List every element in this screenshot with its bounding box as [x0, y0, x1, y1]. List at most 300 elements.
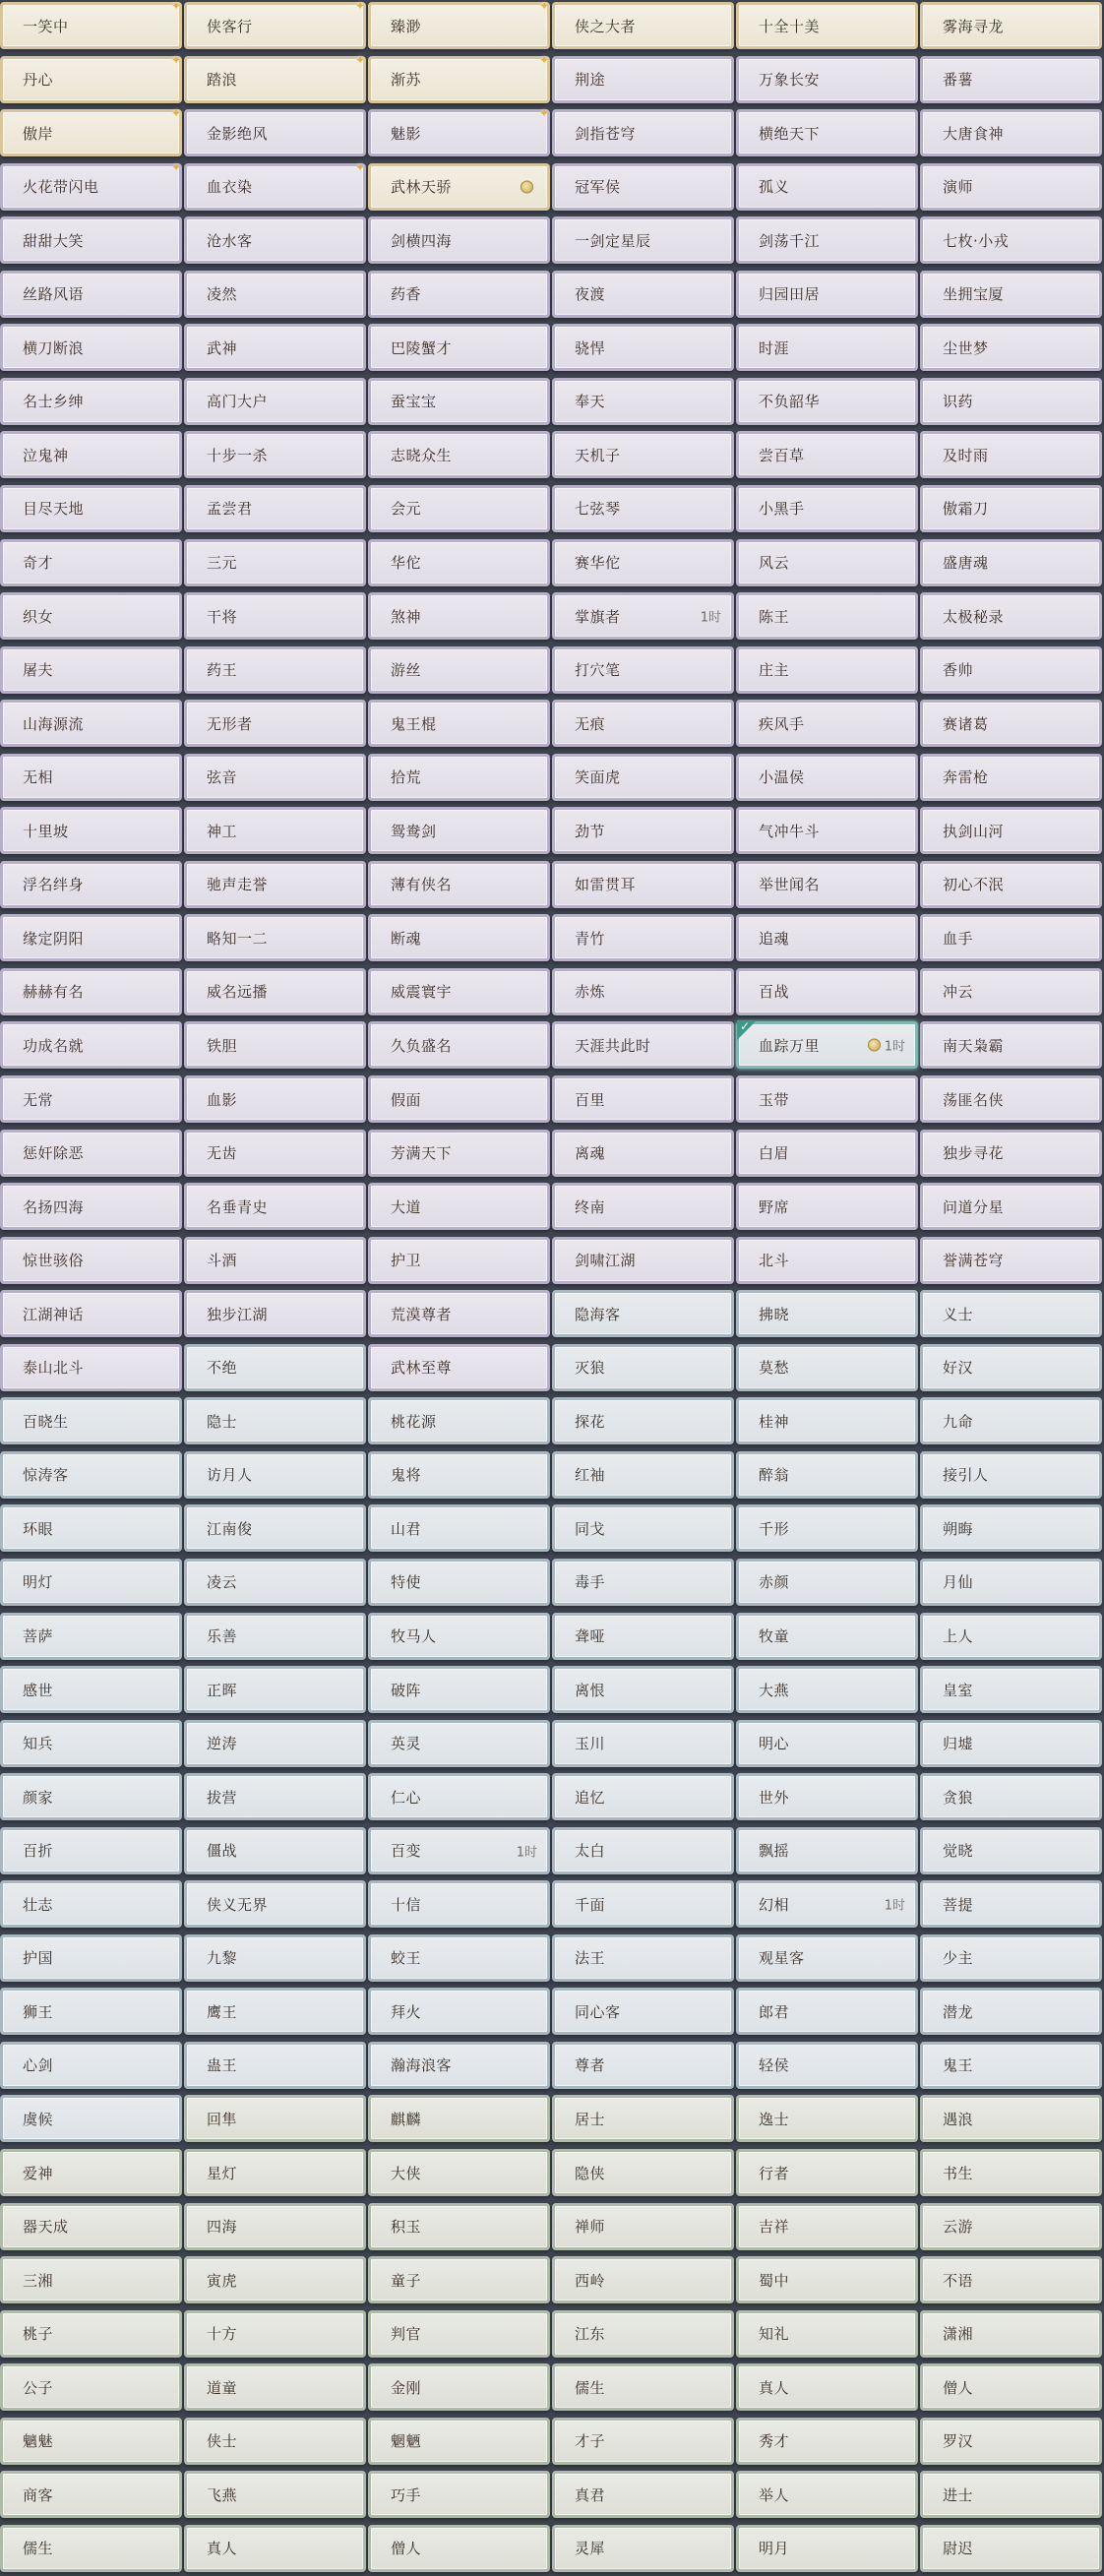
title-tile[interactable]: [552, 2042, 734, 2089]
title-tile[interactable]: [736, 1130, 918, 1177]
title-tile[interactable]: [920, 807, 1102, 854]
title-tile[interactable]: [920, 1613, 1102, 1660]
title-tile[interactable]: [368, 861, 550, 908]
title-tile[interactable]: [736, 216, 918, 264]
title-tile[interactable]: [0, 485, 182, 532]
title-tile[interactable]: [920, 2203, 1102, 2250]
title-name: 横绝天下: [759, 124, 821, 143]
title-tile[interactable]: [368, 914, 550, 961]
title-tile[interactable]: [552, 646, 734, 694]
title-tile[interactable]: [0, 807, 182, 854]
title-tile[interactable]: [0, 2203, 182, 2250]
title-tile[interactable]: [184, 1021, 366, 1069]
title-tile[interactable]: [736, 1773, 918, 1820]
title-tile[interactable]: [552, 1720, 734, 1767]
title-tile[interactable]: [0, 106, 182, 156]
title-tile[interactable]: [368, 539, 550, 586]
title-tile[interactable]: [0, 2042, 182, 2089]
title-tile[interactable]: [920, 592, 1102, 640]
title-tile[interactable]: [184, 271, 366, 318]
title-tile[interactable]: [920, 2525, 1102, 2572]
title-tile[interactable]: [0, 700, 182, 747]
title-tile[interactable]: [920, 109, 1102, 156]
title-tile[interactable]: [0, 539, 182, 586]
title-tile[interactable]: [736, 1666, 918, 1713]
title-tile[interactable]: [184, 1880, 366, 1928]
title-tile[interactable]: [552, 2525, 734, 2572]
title-tile[interactable]: [368, 1934, 550, 1982]
title-tile[interactable]: [0, 2310, 182, 2358]
title-tile[interactable]: [552, 2149, 734, 2196]
title-tile[interactable]: [552, 700, 734, 747]
title-tile[interactable]: [920, 754, 1102, 801]
title-tile[interactable]: [368, 216, 550, 264]
title-tile[interactable]: [736, 1183, 918, 1230]
title-tile[interactable]: [0, 2, 182, 49]
title-tile[interactable]: [736, 1237, 918, 1284]
title-tile[interactable]: [552, 1666, 734, 1713]
title-tile[interactable]: [0, 1934, 182, 1982]
title-tile[interactable]: [552, 1451, 734, 1499]
title-tile[interactable]: [552, 1988, 734, 2035]
title-tile[interactable]: [184, 2149, 366, 2196]
title-tile[interactable]: [184, 1988, 366, 2035]
title-tile[interactable]: [920, 1934, 1102, 1982]
title-tile[interactable]: [552, 2471, 734, 2518]
title-tile[interactable]: [736, 1613, 918, 1660]
title-tile[interactable]: [0, 2149, 182, 2196]
title-tile[interactable]: [184, 159, 366, 211]
title-tile[interactable]: [736, 914, 918, 961]
title-tile[interactable]: [920, 700, 1102, 747]
title-tile[interactable]: [0, 1290, 182, 1337]
title-tile[interactable]: [184, 2471, 366, 2518]
title-tile[interactable]: [184, 2, 366, 49]
title-tile[interactable]: [184, 2363, 366, 2411]
title-tile[interactable]: [368, 106, 550, 156]
title-tile[interactable]: [736, 968, 918, 1015]
title-tile[interactable]: [552, 271, 734, 318]
title-tile[interactable]: [552, 1773, 734, 1820]
title-tile[interactable]: [184, 431, 366, 478]
title-tile[interactable]: [552, 1827, 734, 1874]
title-tile[interactable]: [552, 2363, 734, 2411]
title-tile[interactable]: [368, 271, 550, 318]
title-tile[interactable]: [184, 1613, 366, 1660]
title-name: 番薯: [943, 71, 974, 90]
title-tile[interactable]: [368, 2203, 550, 2250]
title-tile[interactable]: [552, 1021, 734, 1069]
title-tile[interactable]: [552, 2203, 734, 2250]
title-tile[interactable]: [368, 485, 550, 532]
title-name: 十信: [391, 1895, 422, 1914]
title-tile[interactable]: [552, 592, 734, 640]
title-tile[interactable]: [552, 378, 734, 425]
title-tile[interactable]: [0, 1183, 182, 1230]
title-tile[interactable]: [0, 2363, 182, 2411]
title-tile[interactable]: [184, 2418, 366, 2465]
title-tile[interactable]: [920, 1559, 1102, 1606]
title-tile[interactable]: [920, 1183, 1102, 1230]
title-tile[interactable]: [552, 324, 734, 371]
title-tile[interactable]: [552, 1075, 734, 1123]
title-tile[interactable]: [368, 1559, 550, 1606]
title-tile[interactable]: [184, 2256, 366, 2303]
title-tile[interactable]: [368, 2471, 550, 2518]
title-tile[interactable]: [920, 1773, 1102, 1820]
title-tile[interactable]: [368, 1451, 550, 1499]
title-tile[interactable]: [920, 1130, 1102, 1177]
title-tile[interactable]: [184, 1237, 366, 1284]
title-tile[interactable]: [0, 216, 182, 264]
title-tile[interactable]: [920, 1451, 1102, 1499]
title-tile[interactable]: [736, 2095, 918, 2142]
title-tile[interactable]: [920, 324, 1102, 371]
title-tile[interactable]: [184, 539, 366, 586]
title-tile[interactable]: [920, 1397, 1102, 1444]
title-tile[interactable]: [920, 2256, 1102, 2303]
title-name: 白眉: [759, 1144, 790, 1163]
title-name: 壮志: [23, 1895, 54, 1914]
title-tile[interactable]: [184, 1666, 366, 1713]
title-tile[interactable]: [368, 1666, 550, 1713]
title-tile[interactable]: [184, 2203, 366, 2250]
title-tile[interactable]: [368, 2149, 550, 2196]
title-tile[interactable]: [0, 2525, 182, 2572]
title-tile[interactable]: [0, 1988, 182, 2035]
title-tile[interactable]: [920, 1021, 1102, 1069]
title-tile[interactable]: [0, 968, 182, 1015]
title-tile[interactable]: [736, 1504, 918, 1552]
title-tile[interactable]: [184, 754, 366, 801]
title-tile[interactable]: [0, 592, 182, 640]
title-tile[interactable]: [0, 1397, 182, 1444]
title-tile[interactable]: [184, 807, 366, 854]
title-tile[interactable]: [368, 378, 550, 425]
title-tile[interactable]: [736, 1934, 918, 1982]
title-tile[interactable]: [0, 1880, 182, 1928]
title-tile[interactable]: [368, 807, 550, 854]
title-tile[interactable]: [0, 754, 182, 801]
title-tile[interactable]: [552, 1397, 734, 1444]
title-tile[interactable]: [920, 56, 1102, 103]
title-tile[interactable]: [736, 2525, 918, 2572]
title-tile[interactable]: [368, 1130, 550, 1177]
title-tile[interactable]: [184, 700, 366, 747]
title-tile[interactable]: [552, 1559, 734, 1606]
title-tile[interactable]: [552, 2, 734, 49]
title-tile[interactable]: [368, 2042, 550, 2089]
title-tile[interactable]: [736, 1075, 918, 1123]
title-tile[interactable]: [0, 1666, 182, 1713]
title-name: 剑荡千江: [759, 231, 821, 250]
title-tile[interactable]: [736, 754, 918, 801]
title-tile[interactable]: [368, 1773, 550, 1820]
title-tile[interactable]: [368, 592, 550, 640]
title-tile[interactable]: [736, 1451, 918, 1499]
title-tile[interactable]: [736, 2310, 918, 2358]
title-tile[interactable]: [368, 1988, 550, 2035]
title-tile[interactable]: [0, 1773, 182, 1820]
title-tile[interactable]: [184, 2310, 366, 2358]
title-name: 义士: [943, 1305, 974, 1323]
title-tile[interactable]: [736, 109, 918, 156]
title-tile[interactable]: [552, 56, 734, 103]
title-tile[interactable]: [368, 52, 550, 103]
title-tile[interactable]: [552, 914, 734, 961]
title-tile[interactable]: [552, 1290, 734, 1337]
title-tile[interactable]: [552, 539, 734, 586]
title-tile[interactable]: [0, 159, 182, 211]
title-name: 剑啸江湖: [575, 1252, 637, 1270]
title-tile[interactable]: [0, 2095, 182, 2142]
title-tile[interactable]: [552, 431, 734, 478]
title-tile[interactable]: [184, 914, 366, 961]
title-tile[interactable]: [920, 485, 1102, 532]
title-tile[interactable]: [368, 2363, 550, 2411]
title-tile[interactable]: [368, 1021, 550, 1069]
title-name: 演师: [943, 178, 974, 197]
title-tile[interactable]: [920, 539, 1102, 586]
title-tile[interactable]: [368, 2095, 550, 2142]
title-tile[interactable]: [920, 1988, 1102, 2035]
title-tile[interactable]: [736, 2203, 918, 2250]
title-tile[interactable]: [736, 1880, 918, 1928]
title-tile[interactable]: [552, 807, 734, 854]
title-tile[interactable]: [368, 1827, 550, 1874]
title-tile[interactable]: [184, 1720, 366, 1767]
title-tile[interactable]: [552, 2095, 734, 2142]
title-tile[interactable]: [736, 592, 918, 640]
title-tile[interactable]: [736, 163, 918, 211]
title-tile[interactable]: [184, 1290, 366, 1337]
title-tile[interactable]: [368, 2310, 550, 2358]
title-tile[interactable]: [920, 646, 1102, 694]
title-tile[interactable]: [0, 2256, 182, 2303]
title-tile[interactable]: [184, 1344, 366, 1391]
title-tile[interactable]: [0, 378, 182, 425]
title-tile[interactable]: [736, 1021, 918, 1069]
title-tile[interactable]: [184, 2095, 366, 2142]
title-tile[interactable]: [920, 1666, 1102, 1713]
title-tile[interactable]: [920, 1237, 1102, 1284]
title-tile[interactable]: [736, 539, 918, 586]
title-tile[interactable]: [736, 2471, 918, 2518]
title-tile[interactable]: [920, 216, 1102, 264]
title-tile[interactable]: [736, 271, 918, 318]
title-tile[interactable]: [736, 861, 918, 908]
title-tile[interactable]: [920, 271, 1102, 318]
title-tile[interactable]: [736, 2042, 918, 2089]
title-tile[interactable]: [552, 1613, 734, 1660]
title-tile[interactable]: [184, 1183, 366, 1230]
title-tile[interactable]: [920, 1290, 1102, 1337]
title-tile[interactable]: [0, 646, 182, 694]
title-tile[interactable]: [368, 1880, 550, 1928]
title-tile[interactable]: [920, 2363, 1102, 2411]
title-tile[interactable]: [184, 52, 366, 103]
title-tile[interactable]: [368, 1720, 550, 1767]
title-tile[interactable]: [552, 754, 734, 801]
title-tile[interactable]: [552, 163, 734, 211]
title-tile[interactable]: [184, 1130, 366, 1177]
title-tile[interactable]: [184, 1559, 366, 1606]
title-tile[interactable]: [920, 1344, 1102, 1391]
title-tile[interactable]: [0, 1130, 182, 1177]
title-name: 初心不泯: [943, 876, 1005, 894]
title-tile[interactable]: [736, 324, 918, 371]
title-tile[interactable]: [920, 2471, 1102, 2518]
title-tile[interactable]: [552, 1504, 734, 1552]
title-tile[interactable]: [920, 431, 1102, 478]
title-tile[interactable]: [552, 109, 734, 156]
title-tile[interactable]: [920, 2310, 1102, 2358]
title-tile[interactable]: [184, 485, 366, 532]
title-tile[interactable]: [368, 646, 550, 694]
title-tile[interactable]: [0, 1451, 182, 1499]
title-tile[interactable]: [552, 861, 734, 908]
title-tile[interactable]: [552, 1934, 734, 1982]
title-tile[interactable]: [0, 914, 182, 961]
title-tile[interactable]: [0, 431, 182, 478]
title-tile[interactable]: [0, 52, 182, 103]
title-tile[interactable]: [368, 324, 550, 371]
title-tile[interactable]: [552, 1880, 734, 1928]
title-tile[interactable]: [736, 2363, 918, 2411]
title-tile[interactable]: [736, 1344, 918, 1391]
title-tile[interactable]: [368, 1075, 550, 1123]
title-tile[interactable]: [736, 1290, 918, 1337]
title-tile[interactable]: [920, 968, 1102, 1015]
title-tile[interactable]: [0, 1075, 182, 1123]
title-tile[interactable]: [0, 271, 182, 318]
title-tile[interactable]: [736, 2, 918, 49]
title-tile[interactable]: [920, 163, 1102, 211]
title-tile[interactable]: [920, 914, 1102, 961]
title-tile[interactable]: [0, 324, 182, 371]
title-tile[interactable]: [0, 1827, 182, 1874]
title-tile[interactable]: [368, 1344, 550, 1391]
title-tile[interactable]: [0, 1504, 182, 1552]
title-tile[interactable]: [736, 700, 918, 747]
title-tile[interactable]: [184, 1773, 366, 1820]
title-tile[interactable]: [920, 1880, 1102, 1928]
title-tile[interactable]: [184, 592, 366, 640]
title-tile[interactable]: [184, 1504, 366, 1552]
title-tile[interactable]: [736, 431, 918, 478]
title-tile[interactable]: [0, 1720, 182, 1767]
title-tile[interactable]: [736, 1988, 918, 2035]
title-tile[interactable]: [184, 216, 366, 264]
title-tile[interactable]: [920, 2042, 1102, 2089]
title-tile[interactable]: [552, 1344, 734, 1391]
title-tile[interactable]: [368, 1183, 550, 1230]
title-tile[interactable]: [736, 2256, 918, 2303]
title-tile[interactable]: [920, 1075, 1102, 1123]
title-tile[interactable]: [368, 1397, 550, 1444]
title-name: 血踪万里: [759, 1036, 821, 1055]
title-tile[interactable]: [920, 2095, 1102, 2142]
title-tile[interactable]: [184, 378, 366, 425]
title-tile[interactable]: [920, 2149, 1102, 2196]
title-tile[interactable]: [736, 2418, 918, 2465]
title-tile[interactable]: [184, 968, 366, 1015]
title-tile[interactable]: [0, 861, 182, 908]
title-tile[interactable]: [368, 754, 550, 801]
title-tile[interactable]: [368, 1613, 550, 1660]
title-tile[interactable]: [0, 1613, 182, 1660]
title-tile[interactable]: [552, 216, 734, 264]
title-tile[interactable]: [184, 109, 366, 156]
title-tile[interactable]: [184, 1075, 366, 1123]
title-tile[interactable]: [552, 2256, 734, 2303]
title-tile[interactable]: [184, 1451, 366, 1499]
title-tile[interactable]: [736, 1559, 918, 1606]
title-tile[interactable]: [0, 1559, 182, 1606]
title-tile[interactable]: [736, 1720, 918, 1767]
title-tile[interactable]: [368, 163, 550, 211]
title-tile[interactable]: [552, 485, 734, 532]
title-tile[interactable]: [184, 1827, 366, 1874]
title-tile[interactable]: [0, 1344, 182, 1391]
title-tile[interactable]: [368, 700, 550, 747]
title-tile[interactable]: [736, 646, 918, 694]
title-tile[interactable]: [368, 2525, 550, 2572]
title-tile[interactable]: [0, 1237, 182, 1284]
title-tile[interactable]: [368, 431, 550, 478]
title-tile[interactable]: [552, 2310, 734, 2358]
title-tile[interactable]: [552, 1130, 734, 1177]
title-tile[interactable]: [552, 968, 734, 1015]
title-tile[interactable]: [552, 1183, 734, 1230]
title-tile[interactable]: [0, 2471, 182, 2518]
title-tile[interactable]: [184, 2525, 366, 2572]
title-tile[interactable]: [184, 1934, 366, 1982]
title-tile[interactable]: [920, 1827, 1102, 1874]
title-tile[interactable]: [0, 1021, 182, 1069]
title-tile[interactable]: [368, 2256, 550, 2303]
title-tile[interactable]: [736, 807, 918, 854]
title-tile[interactable]: [920, 2418, 1102, 2465]
title-tile[interactable]: [920, 861, 1102, 908]
title-tile[interactable]: [552, 1237, 734, 1284]
title-tile[interactable]: [920, 378, 1102, 425]
title-tile[interactable]: [368, 968, 550, 1015]
title-tile[interactable]: [184, 2042, 366, 2089]
title-tile[interactable]: [736, 56, 918, 103]
title-tile[interactable]: [368, 1237, 550, 1284]
title-tile[interactable]: [920, 2, 1102, 49]
title-tile[interactable]: [184, 861, 366, 908]
title-tile[interactable]: [920, 1504, 1102, 1552]
title-tile[interactable]: [0, 2418, 182, 2465]
title-tile[interactable]: [184, 324, 366, 371]
title-tile[interactable]: [552, 2418, 734, 2465]
title-tile[interactable]: [368, 2418, 550, 2465]
title-tile[interactable]: [184, 1397, 366, 1444]
title-tile[interactable]: [736, 378, 918, 425]
title-tile[interactable]: [736, 2149, 918, 2196]
title-name: 夜渡: [575, 285, 606, 304]
title-tile[interactable]: [368, 2, 550, 49]
title-tile[interactable]: [184, 646, 366, 694]
title-tile[interactable]: [920, 1720, 1102, 1767]
title-tile[interactable]: [736, 1827, 918, 1874]
title-tile[interactable]: [368, 1504, 550, 1552]
title-tile[interactable]: [736, 1397, 918, 1444]
title-tile[interactable]: [736, 485, 918, 532]
title-tile[interactable]: [368, 1290, 550, 1337]
